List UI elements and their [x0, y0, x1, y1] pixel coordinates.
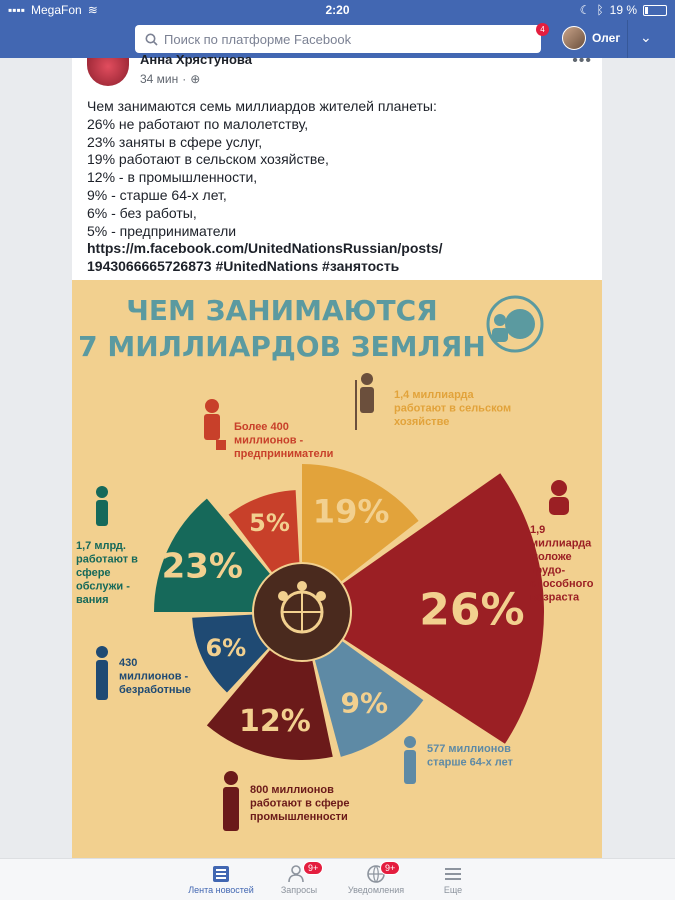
moon-icon: ☾ [579, 3, 591, 17]
caption-line: работают в сельском [394, 402, 512, 415]
center-emblem [254, 564, 350, 660]
carrier-label: MegaFon [31, 3, 82, 17]
author-avatar[interactable] [87, 58, 129, 86]
post-line: 5% - предприниматели [87, 222, 237, 239]
post-line: 12% - в промышленности, [87, 169, 258, 186]
battery-icon [643, 5, 667, 16]
chevron-down-icon[interactable]: ⌄ [640, 29, 652, 45]
caption-line: возраста [530, 591, 580, 604]
friends-icon [259, 863, 339, 885]
search-placeholder: Поиск по платформе Facebook [164, 31, 352, 47]
farmer-icon [356, 373, 374, 430]
tab-notifications[interactable] [336, 863, 416, 895]
unemployed-icon [96, 646, 108, 700]
globe-icon: ⊕ [190, 72, 201, 86]
post-line: 19% работают в сельском хозяйстве, [87, 151, 329, 168]
post-line: 26% не работают по малолетству, [87, 115, 309, 132]
caption-line: 1,4 миллиарда [394, 389, 474, 401]
infographic-title-line1: ЧЕМ ЗАНИМАЮТСЯ [126, 294, 438, 327]
caption-line: предприниматели [234, 448, 334, 460]
caption-line: обслужи - [76, 580, 130, 593]
signal-icon: ▪▪▪▪ [8, 3, 26, 17]
post-link[interactable]: https://m.facebook.com/UnitedNationsRussian/posts/ [87, 240, 443, 257]
slice-caption [530, 524, 594, 604]
post-line: 9% - старше 64-х лет, [87, 186, 227, 203]
bluetooth-icon: ᛒ [596, 3, 604, 17]
menu-icon [413, 863, 493, 885]
caption-line: работают в сфере [250, 797, 350, 810]
slice-caption [250, 784, 350, 823]
slice-percent-label: 23% [161, 546, 244, 587]
caption-line: миллиарда [530, 537, 592, 550]
post-time[interactable]: 34 мин [140, 72, 179, 86]
caption-line: 800 миллионов [250, 784, 334, 796]
tab-label: Лента новостей [188, 885, 254, 895]
globe-people-icon [488, 297, 542, 351]
caption-line: 1,7 млрд. [76, 540, 126, 552]
tab-requests[interactable] [259, 863, 339, 895]
infographic-chart [72, 280, 602, 858]
slice-percent-label: 12% [238, 704, 311, 740]
slice-caption [234, 421, 333, 460]
caption-line: работают в [76, 553, 138, 566]
post-line: Чем занимаются семь миллиардов жителей планеты: [87, 98, 437, 114]
caption-line: хозяйстве [394, 416, 450, 428]
caption-line: 430 [119, 657, 138, 669]
caption-line: 1,9 [530, 524, 546, 536]
more-options-icon[interactable]: ••• [572, 52, 592, 69]
tab-more[interactable] [413, 863, 493, 895]
slice-percent-label: 9% [340, 686, 389, 720]
post-card [72, 52, 602, 858]
wifi-icon: ≋ [87, 3, 98, 17]
slice-percent-label: 26% [419, 584, 525, 636]
waiter-icon [96, 486, 108, 526]
tab-label: Запросы [280, 885, 318, 895]
post-line: 23% заняты в сфере услуг, [87, 133, 263, 150]
caption-line: моложе [530, 551, 572, 563]
infographic-image[interactable] [72, 280, 602, 858]
author-name[interactable]: Анна Хрястунова [140, 52, 252, 67]
caption-line: миллионов - [119, 670, 189, 683]
notifications-badge: 9+ [380, 861, 400, 875]
status-bar [0, 0, 675, 20]
slice-percent-label: 6% [205, 633, 247, 662]
slice-caption [427, 743, 514, 769]
caption-line: трудо- [530, 564, 566, 577]
slice-caption [394, 389, 511, 428]
meta-separator: · [182, 72, 187, 86]
tab-label: Уведомления [347, 885, 405, 895]
businessman-icon [204, 399, 226, 450]
avatar[interactable] [562, 26, 586, 50]
divider [627, 20, 628, 58]
globe-notifications-icon [336, 863, 416, 885]
caption-line: 577 миллионов [427, 743, 511, 755]
slice-percent-label: 19% [312, 492, 390, 531]
bottom-tab-bar [0, 858, 675, 900]
news-feed-icon [181, 863, 261, 885]
clock: 2:20 [325, 3, 350, 17]
baby-icon [549, 480, 569, 515]
post-link-hashtags[interactable]: 1943066665726873 #UnitedNations #занятость [87, 258, 400, 275]
slice-percent-label: 5% [249, 509, 290, 538]
caption-line: миллионов - [234, 434, 304, 447]
infographic-title-line2: 7 МИЛЛИАРДОВ ЗЕМЛЯН [78, 330, 486, 363]
caption-line: способного [530, 578, 594, 590]
tab-label: Еще [443, 885, 463, 895]
caption-line: безработные [119, 684, 191, 696]
requests-badge: 9+ [303, 861, 323, 875]
caption-line: вания [76, 594, 109, 606]
search-icon [145, 33, 158, 46]
battery-label: 19 % [609, 3, 637, 17]
user-name[interactable]: Олег [592, 31, 621, 45]
search-input[interactable] [135, 25, 541, 53]
post-meta [140, 72, 200, 86]
notification-badge[interactable]: 4 [536, 23, 549, 36]
tab-news-feed[interactable] [181, 863, 261, 895]
caption-line: Более 400 [234, 421, 289, 433]
caption-line: старше 64-х лет [427, 756, 513, 769]
slice-caption [76, 540, 138, 606]
caption-line: промышленности [250, 811, 348, 823]
caption-line: сфере [76, 567, 111, 579]
post-text [87, 98, 587, 276]
worker-icon [223, 771, 239, 831]
elderly-icon [404, 736, 416, 784]
slice-caption [119, 657, 191, 696]
post-line: 6% - без работы, [87, 204, 197, 221]
